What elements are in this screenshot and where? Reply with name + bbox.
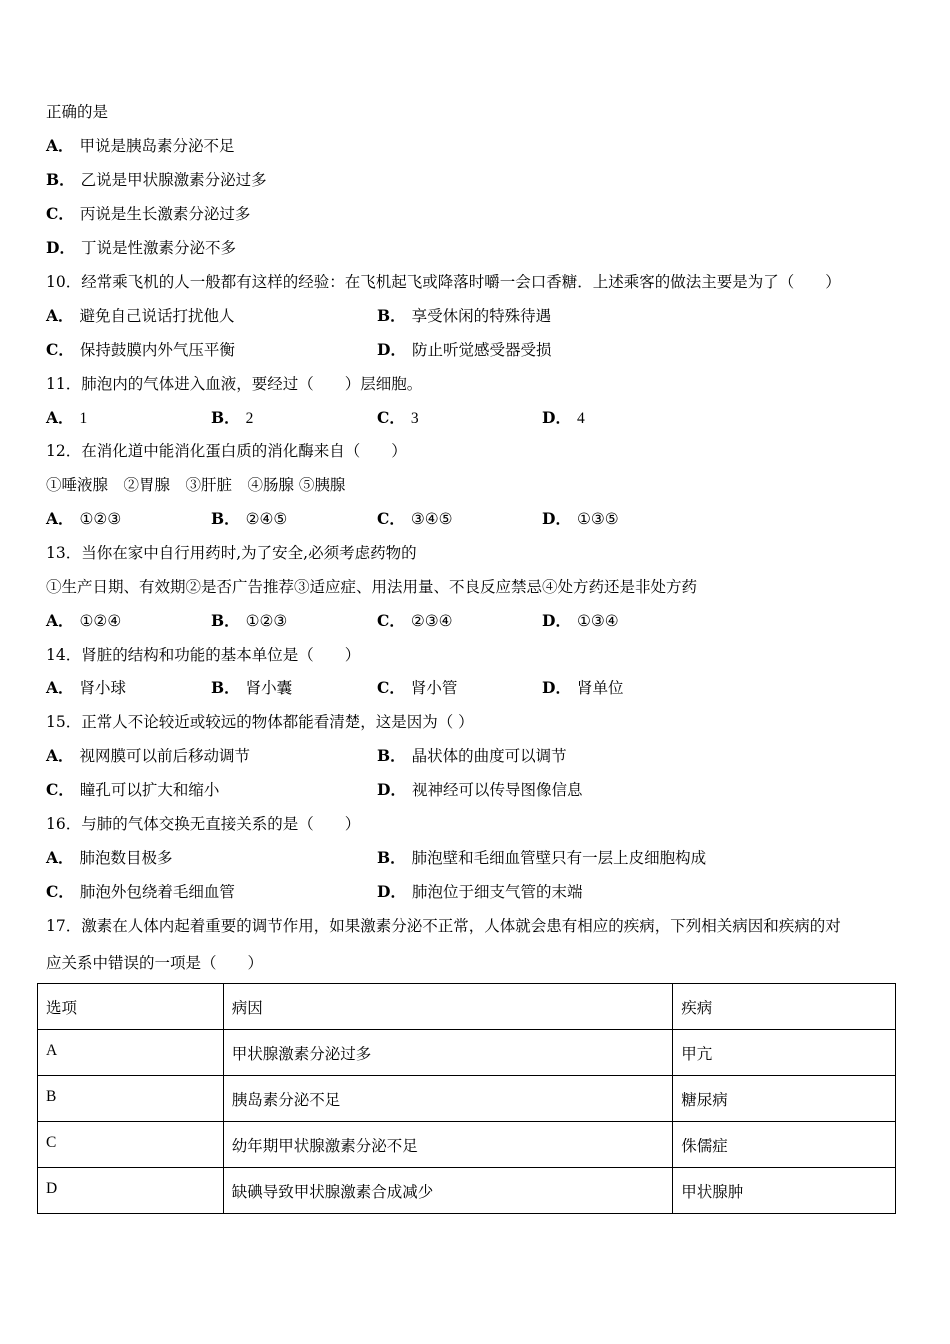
q13-sub: ①生产日期、有效期②是否广告推荐③适应症、用法用量、不良反应禁忌④处方药还是非处方药 <box>46 578 698 596</box>
row-disease: 甲状腺肿 <box>673 1168 896 1214</box>
q9-option-a: A． 甲说是胰岛素分泌不足 <box>46 136 235 155</box>
row-disease: 糖尿病 <box>673 1076 896 1122</box>
row-option: B <box>38 1076 224 1122</box>
table-row <box>38 1122 896 1168</box>
q17-stem-line2: 应关系中错误的一项是（ ） <box>46 954 264 972</box>
q15-option-b: B． 晶状体的曲度可以调节 <box>377 746 567 765</box>
row-option: A <box>38 1030 224 1076</box>
q13-option-b: B． ①②③ <box>211 611 288 630</box>
header-option: 选项 <box>38 984 224 1030</box>
q14-option-c: C． 肾小管 <box>377 678 458 697</box>
q15-option-d: D． 视神经可以传导图像信息 <box>377 780 583 799</box>
q12-sub: ①唾液腺 ②胃腺 ③肝脏 ④肠腺 ⑤胰腺 <box>46 476 346 494</box>
table-header-row <box>38 984 896 1030</box>
q17-stem-line1: 17．激素在人体内起着重要的调节作用，如果激素分泌不正常，人体就会患有相应的疾病，下列相关病因和疾病的对 <box>46 917 841 935</box>
q15-stem: 15．正常人不论较近或较远的物体都能看清楚，这是因为（ ） <box>46 713 474 731</box>
q13-option-c: C． ②③④ <box>377 611 453 630</box>
q11-option-d: D． 4 <box>542 408 585 427</box>
q13-option-a: A． ①②④ <box>46 611 122 630</box>
row-disease: 侏儒症 <box>673 1122 896 1168</box>
row-cause: 幼年期甲状腺激素分泌不足 <box>223 1122 672 1168</box>
table-row <box>38 1168 896 1214</box>
q9-option-d: D． 丁说是性激素分泌不多 <box>46 238 236 257</box>
header-cause: 病因 <box>223 984 672 1030</box>
table-row <box>38 1030 896 1076</box>
q14-option-a: A． 肾小球 <box>46 678 127 697</box>
q16-option-c: C． 肺泡外包绕着毛细血管 <box>46 882 235 901</box>
q11-option-a: A． 1 <box>46 408 88 427</box>
q16-option-d: D． 肺泡位于细支气管的末端 <box>377 882 583 901</box>
header-disease: 疾病 <box>673 984 896 1030</box>
q12-option-d: D． ①③⑤ <box>542 509 619 528</box>
q16-option-b: B． 肺泡壁和毛细血管壁只有一层上皮细胞构成 <box>377 848 707 867</box>
q11-option-b: B． 2 <box>211 408 254 427</box>
q12-stem: 12．在消化道中能消化蛋白质的消化酶来自（ ） <box>46 442 407 460</box>
q13-option-d: D． ①③④ <box>542 611 619 630</box>
q15-option-a: A． 视网膜可以前后移动调节 <box>46 746 251 765</box>
q10-option-a: A． 避免自己说话打扰他人 <box>46 306 235 325</box>
q13-stem: 13．当你在家中自行用药时,为了安全,必须考虑药物的 <box>46 544 417 562</box>
q14-option-b: B． 肾小囊 <box>211 678 293 697</box>
q10-option-b: B． 享受休闲的特殊待遇 <box>377 306 552 325</box>
table-row <box>38 1076 896 1122</box>
q12-option-b: B． ②④⑤ <box>211 509 288 528</box>
q11-option-c: C． 3 <box>377 408 419 427</box>
q16-stem: 16．与肺的气体交换无直接关系的是（ ） <box>46 815 361 833</box>
row-disease: 甲亢 <box>673 1030 896 1076</box>
q14-option-d: D． 肾单位 <box>542 678 624 697</box>
q10-stem: 10．经常乘飞机的人一般都有这样的经验：在飞机起飞或降落时嚼一会口香糖．上述乘客的做法主要是为了（ ） <box>46 273 841 291</box>
row-option: C <box>38 1122 224 1168</box>
row-cause: 缺碘导致甲状腺激素合成减少 <box>223 1168 672 1214</box>
row-cause: 甲状腺激素分泌过多 <box>223 1030 672 1076</box>
q16-option-a: A． 肺泡数目极多 <box>46 848 173 867</box>
q15-option-c: C． 瞳孔可以扩大和缩小 <box>46 780 220 799</box>
q17-table <box>37 983 896 1214</box>
q10-option-c: C． 保持鼓膜内外气压平衡 <box>46 340 235 359</box>
q11-stem: 11．肺泡内的气体进入血液，要经过（ ）层细胞。 <box>46 375 423 393</box>
q10-option-d: D． 防止听觉感受器受损 <box>377 340 552 359</box>
row-cause: 胰岛素分泌不足 <box>223 1076 672 1122</box>
q9-option-b: B． 乙说是甲状腺激素分泌过多 <box>46 170 267 189</box>
q9-stem-tail: 正确的是 <box>46 103 109 121</box>
q12-option-c: C． ③④⑤ <box>377 509 453 528</box>
q9-option-c: C． 丙说是生长激素分泌过多 <box>46 204 251 223</box>
q14-stem: 14．肾脏的结构和功能的基本单位是（ ） <box>46 646 361 664</box>
row-option: D <box>38 1168 224 1214</box>
q12-option-a: A． ①②③ <box>46 509 122 528</box>
